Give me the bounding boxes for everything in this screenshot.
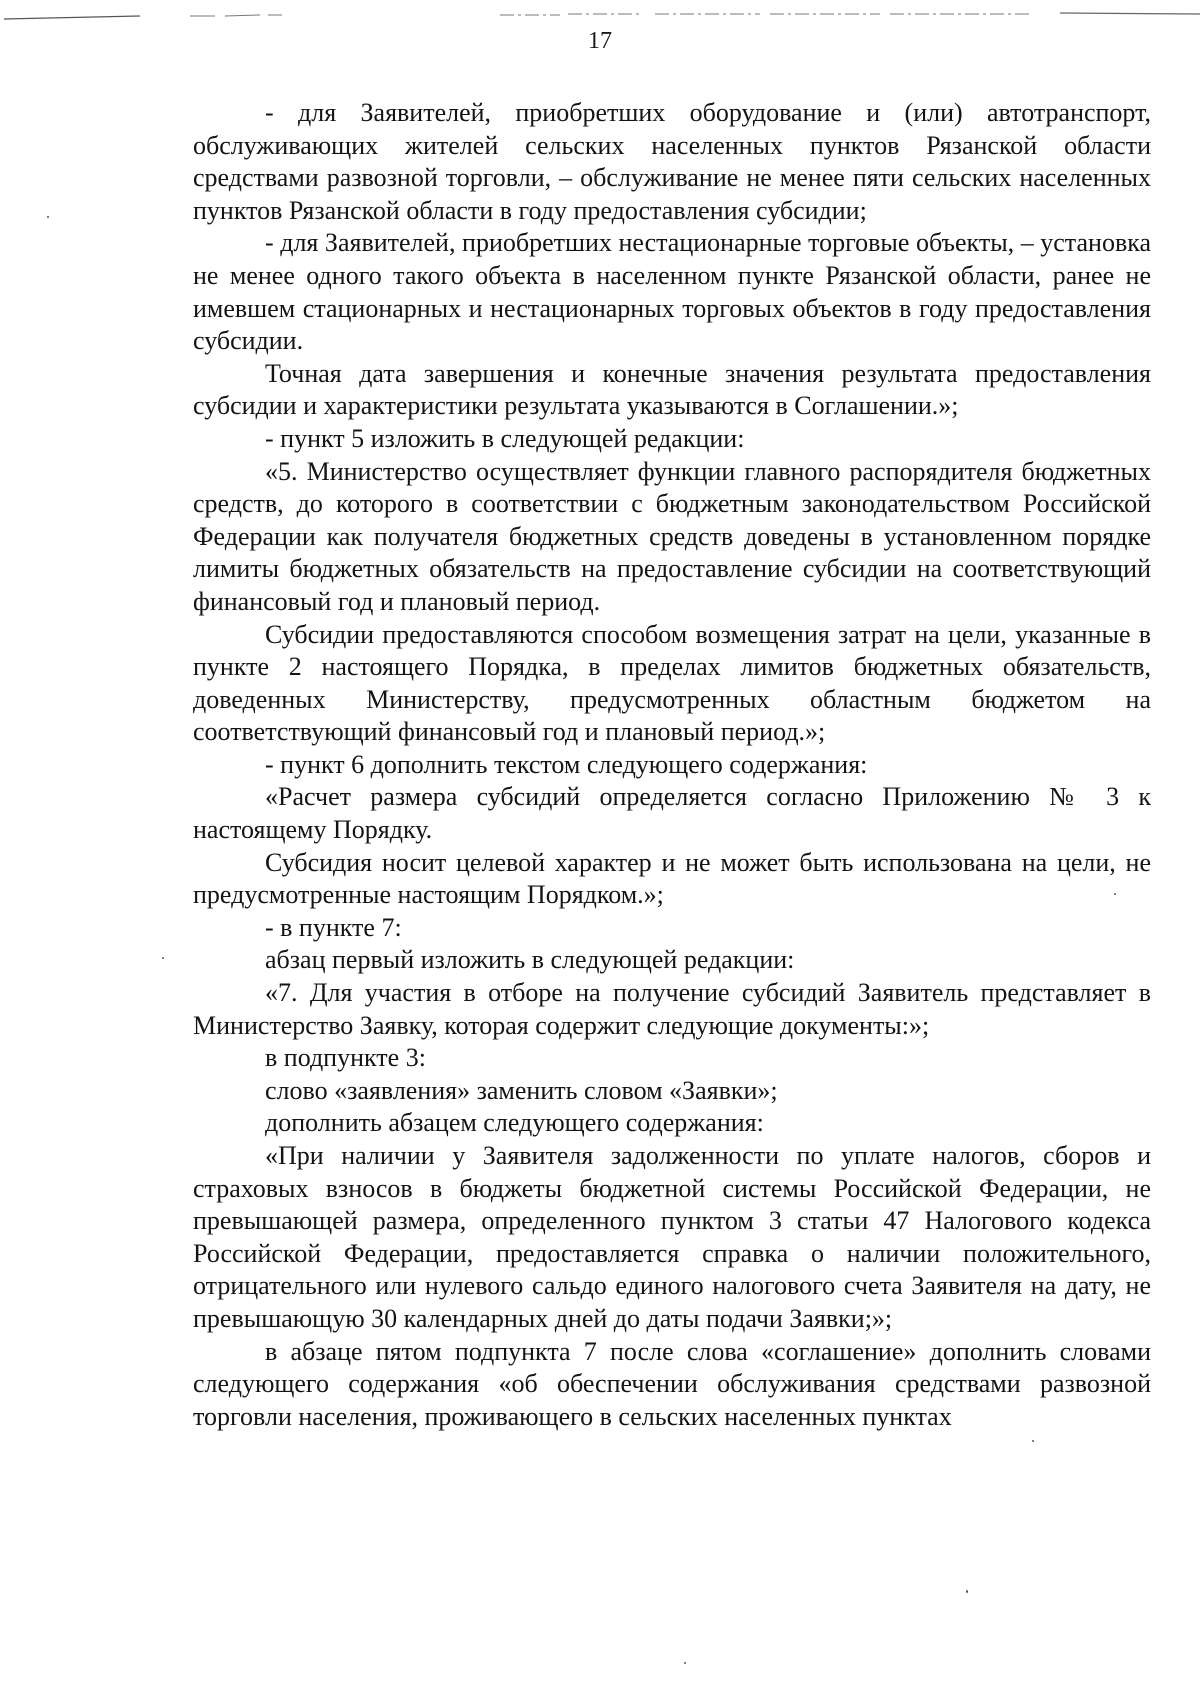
- scan-speck: [47, 216, 49, 218]
- scan-speck: [1114, 893, 1116, 895]
- scan-speck: [1032, 1440, 1034, 1442]
- paragraph: в абзаце пятом подпункта 7 после слова «соглашение» дополнить словами следующего содержания «об обеспечении обслуживания средствами развозной торговли населения, проживающего в сельских населенных пунктах: [193, 1336, 1151, 1431]
- scan-edge-artifact: [0, 0, 1200, 22]
- paragraph: «5. Министерство осуществляет функции главного распорядителя бюджетных средств, до которого в соответствии с бюджетным законодательством Российской Федерации как получателя бюджетных средств доведены в установленном порядке лимиты бюджетных обязательств на предоставление субсидии на соответствующий финансовый год и плановый период.: [193, 456, 1151, 616]
- paragraph: - для Заявителей, приобретших оборудование и (или) автотранспорт, обслуживающих жителей сельских населенных пунктов Рязанской области средствами развозной торговли, – обслуживание не менее пяти сельских населенных пунктов Рязанской области в году предоставления субсидии;: [193, 98, 1151, 225]
- paragraph: «7. Для участия в отборе на получение субсидий Заявитель представляет в Министерство Заявку, которая содержит следующие документы:»;: [193, 978, 1151, 1040]
- page-number: 17: [588, 28, 612, 54]
- scan-speck: [966, 1590, 968, 1593]
- paragraph: - пункт 6 дополнить текстом следующего содержания:: [265, 749, 868, 779]
- paragraph: Субсидии предоставляются способом возмещения затрат на цели, указанные в пункте 2 настоящего Порядка, в пределах лимитов бюджетных обязательств, доведенных Министерству, предусмотренных областным бюджетом на соответствующий финансовый год и плановый период.»;: [193, 619, 1151, 747]
- paragraph: «При наличии у Заявителя задолженности по уплате налогов, сборов и страховых взносов в бюджеты бюджетной системы Российской Федерации, не превышающей размера, определенного пунктом 3 статьи 47 Налогового кодекса Российской Федерации, предоставляется справка о наличии положительного, отрицательного или нулевого сальдо единого налогового счета Заявителя на дату, не превышающую 30 календарных дней до даты подачи Заявки;»;: [193, 1141, 1151, 1333]
- paragraph: Точная дата завершения и конечные значения результата предоставления субсидии и характеристики результата указываются в Соглашении.»;: [193, 358, 1151, 421]
- paragraph: - в пункте 7:: [265, 912, 402, 942]
- paragraph: - для Заявителей, приобретших нестационарные торговые объекты, – установка не менее одного такого объекта в населенном пункте Рязанской области, ранее не имевшем стационарных и нестационарных торговых объектов в году предоставления субсидии.: [193, 228, 1151, 356]
- paragraph: в подпункте 3:: [265, 1043, 426, 1073]
- document-body: [193, 97, 1151, 1433]
- paragraph: Субсидия носит целевой характер и не может быть использована на цели, не предусмотренные настоящим Порядком.»;: [193, 847, 1151, 910]
- scan-speck: [162, 957, 164, 959]
- scan-speck: [684, 1662, 686, 1664]
- paragraph: абзац первый изложить в следующей редакции:: [265, 945, 795, 975]
- paragraph: дополнить абзацем следующего содержания:: [265, 1108, 764, 1138]
- paragraph: слово «заявления» заменить словом «Заявки»;: [265, 1075, 778, 1105]
- paragraph: «Расчет размера субсидий определяется согласно Приложению № 3 к настоящему Порядку.: [193, 782, 1151, 845]
- paragraph: - пункт 5 изложить в следующей редакции:: [265, 423, 745, 453]
